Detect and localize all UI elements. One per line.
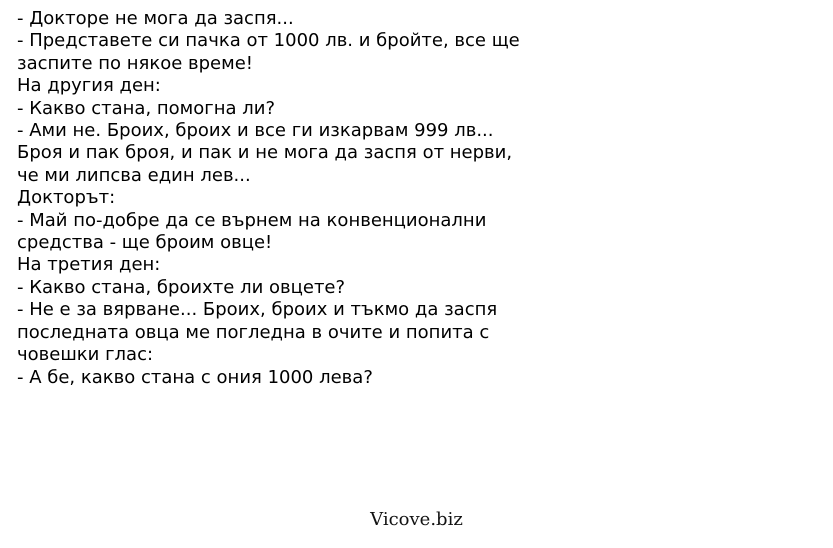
- joke-text: [17, 8, 817, 389]
- joke-line: - Какво стана, броихте ли овцете?: [17, 276, 346, 298]
- joke-line: На другия ден:: [17, 75, 161, 97]
- joke-line: На третия ден:: [17, 254, 161, 276]
- joke-line: - Какво стана, помогна ли?: [17, 97, 276, 119]
- joke-line: заспите по някое време!: [17, 52, 254, 74]
- joke-line: последната овца ме погледна в очите и попита с: [17, 321, 490, 343]
- joke-line: - А бе, какво стана с ония 1000 лева?: [17, 366, 373, 388]
- joke-line: - Ами не. Броих, броих и все ги изкарвам 999 лв...: [17, 120, 494, 142]
- joke-line: че ми липсва един лев...: [17, 164, 251, 186]
- joke-line: Докторът:: [17, 187, 116, 209]
- joke-line: - Докторе не мога да заспя...: [17, 8, 294, 29]
- site-watermark: Vicove.biz: [370, 509, 463, 530]
- joke-line: Броя и пак броя, и пак и не мога да заспя от нерви,: [17, 142, 513, 164]
- joke-line: човешки глас:: [17, 344, 154, 366]
- joke-line: - Май по-добре да се върнем на конвенционални: [17, 209, 487, 231]
- joke-line: - Представете си пачка от 1000 лв. и бройте, все ще: [17, 30, 520, 52]
- joke-line: средства - ще броим овце!: [17, 232, 273, 254]
- joke-line: - Не е за вярване... Броих, броих и тъкмо да заспя: [17, 299, 498, 321]
